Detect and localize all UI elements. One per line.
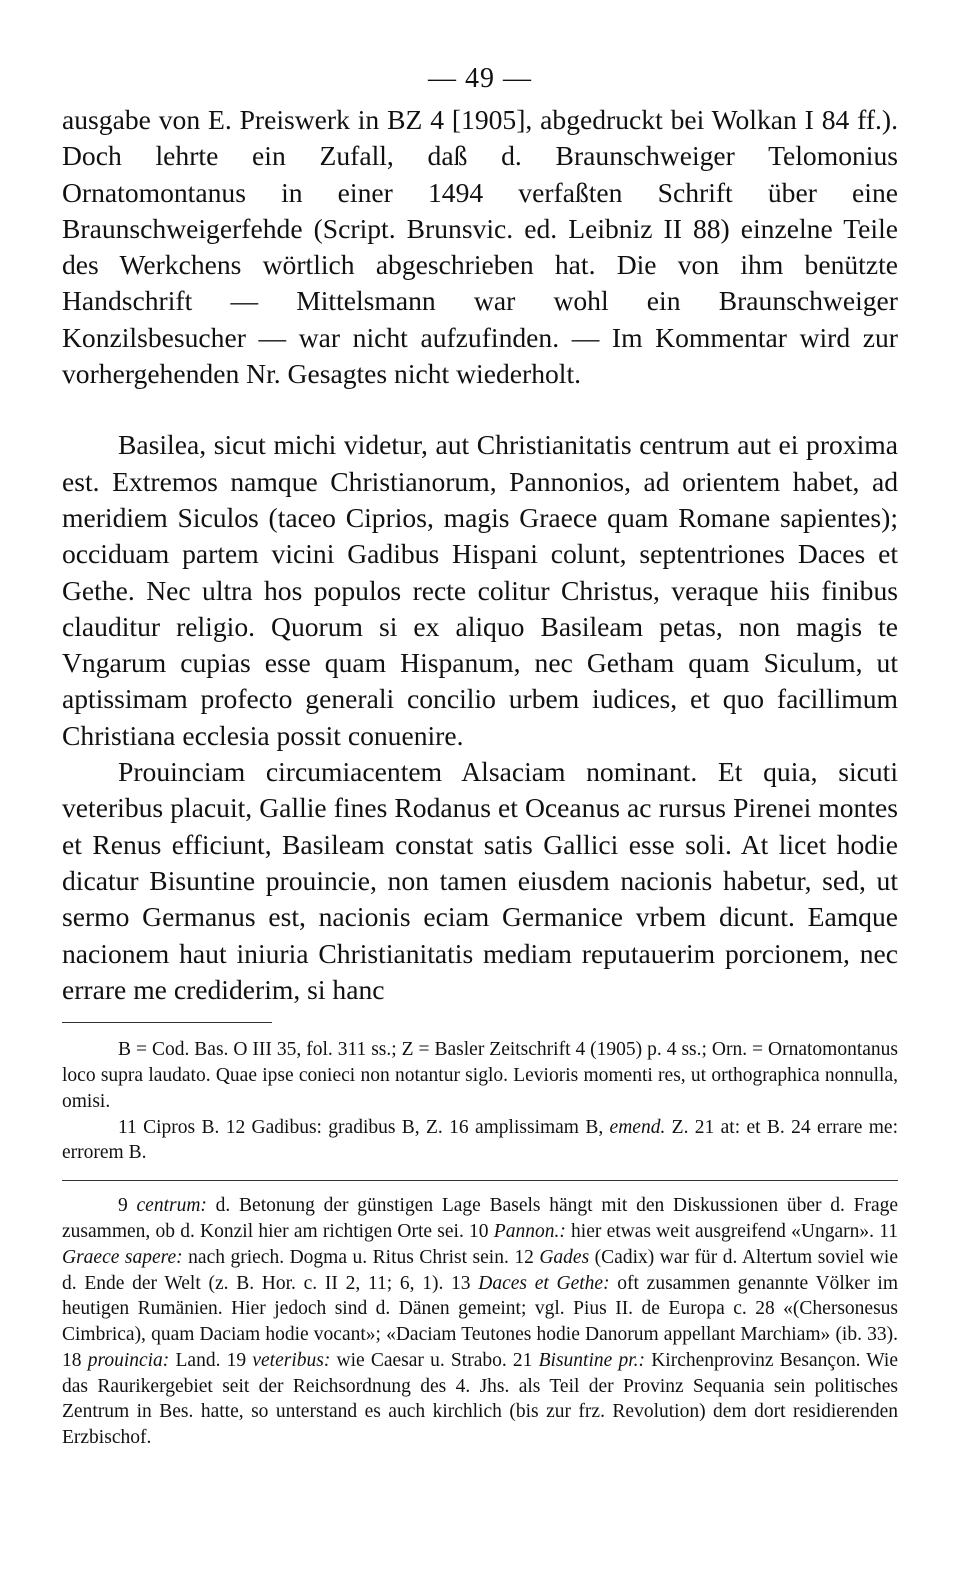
apparatus-sigla: B = Cod. Bas. O III 35, fol. 311 ss.; Z = Basler Zeitschrift 4 (1905) p. 4 ss.; Orn. = Ornatomontanus loco supra laudato. Quae ipse conieci non notantur siglo. Levioris momenti res, ut orthographica nonnulla, omisi. (62, 1039, 898, 1112)
page-number: — 49 — (428, 63, 532, 94)
apparatus-variants (62, 1115, 898, 1167)
commentary-lemma: prouincia: (87, 1349, 170, 1371)
latin-text (62, 427, 898, 1008)
variants-text: 11 Cipros B. 12 Gadibus: gradibus B, Z. 16 amplissimam B, (118, 1116, 610, 1138)
commentary-text: 9 (118, 1195, 137, 1217)
commentary-lemma: Graece sapere: (62, 1246, 183, 1268)
variants-emend: emend. (609, 1116, 666, 1138)
commentary-divider (62, 1180, 898, 1181)
commentary-lemma: Bisuntine pr.: (538, 1349, 646, 1371)
commentary-text: d. Betonung der günstigen Lage Basels hängt mit den Diskussionen über d. Frage zusammen, ob d. Konzil hier am richtigen Orte sei. 10 (62, 1195, 899, 1242)
commentary-text: Land. 19 (169, 1349, 253, 1371)
commentary-lemma: veteribus: (252, 1349, 331, 1371)
commentary-lemma: Pannon.: (493, 1220, 566, 1242)
main-text (62, 102, 898, 1008)
commentary-lemma: Gades (539, 1246, 590, 1268)
commentary-lemma: Daces et Gethe: (478, 1272, 610, 1294)
commentary (62, 1193, 898, 1451)
latin-paragraph-1: Basilea, sicut michi videtur, aut Christianitatis centrum aut ei proxima est. Extremos namque Christianorum, Pannonios, ad orientem habet, ad meridiem Siculos (taceo Ciprios, magis Graece quam Romane sapientes); occiduam partem vicini Gadibus Hispani colunt, septentriones Daces et Gethe. Nec ultra hos populos recte colitur Christus, veraque hiis finibus clauditur religio. Quorum si ex aliquo Basileam petas, non magis te Vngarum cupias esse quam Hispanum, nec Getham quam Siculum, ut aptissimam profecto generali concilio urbem iudices, et quo facillimum Christiana ecclesia possit conuenire. (62, 429, 898, 751)
variants-text-end: Z. 21 at: et B. 24 errare me: errorem B. (62, 1116, 898, 1164)
commentary-lemma: centrum: (136, 1195, 207, 1217)
commentary-text: wie Caesar u. Strabo. 21 (330, 1349, 539, 1371)
apparatus-divider (62, 1022, 272, 1023)
commentary-text: oft zusammen genannte Völker im heutigen Rumänien. Hier jedoch sind d. Dänen gemeint; vgl. Pius II. de Europa c. 28 «(Chersonesus Cimbrica), quam Daciam hodie vocant»; «Daciam Teutones hodie Danorum appellant Marchiam» (ib. 33). 18 (62, 1272, 898, 1371)
latin-paragraph-2: Prouinciam circumiacentem Alsaciam nominant. Et quia, sicuti veteribus placuit, Gallie fines Rodanus et Oceanus ac rursus Pirenei montes et Renus efficiunt, Basileam constat satis Gallici esse soli. At licet hodie dicatur Bisuntine prouincie, non tamen eiusdem nacionis habetur, sed, ut sermo Germanus est, nacionis eciam Germanice vrbem dicunt. Eamque nacionem haut iniuria Christianitatis mediam reputauerim porcionem, nec errare me crediderim, si hanc (62, 756, 898, 1005)
commentary-text: nach griech. Dogma u. Ritus Christ sein. 12 (182, 1246, 540, 1268)
intro-paragraph: ausgabe von E. Preiswerk in BZ 4 [1905], abgedruckt bei Wolkan I 84 ff.). Doch lehrte ein Zufall, daß d. Braunschweiger Telomonius Ornatomontanus in einer 1494 verfaßten Schrift über eine Braunschweigerfehde (Script. Brunsvic. ed. Leibniz II 88) einzelne Teile des Werkchens wörtlich abgeschrieben hat. Die von ihm benützte Handschrift — Mittelsmann war wohl ein Braunschweiger Konzilsbesucher — war nicht aufzufinden. — Im Kommentar wird zur vorhergehenden Nr. Gesagtes nicht wiederholt. (62, 104, 898, 390)
commentary-text: (Cadix) war für d. Altertum soviel wie d. Ende der Welt (z. B. Hor. c. II 2, 11; 6, 1). 13 (62, 1246, 898, 1294)
commentary-text: Kirchenprovinz Besançon. Wie das Raurikergebiet seit der Reichsordnung des 4. Jhs. als Teil der Provinz Sequania sein politisches Zentrum in Bes. hatte, so unterstand es auch kirchlich (bis zur frz. Revolution) dem dort residierenden Erzbischof. (62, 1349, 898, 1449)
critical-apparatus (62, 1037, 898, 1166)
commentary-text: hier etwas weit ausgreifend «Ungarn». 11 (565, 1220, 898, 1242)
commentary-paragraph (62, 1193, 898, 1451)
